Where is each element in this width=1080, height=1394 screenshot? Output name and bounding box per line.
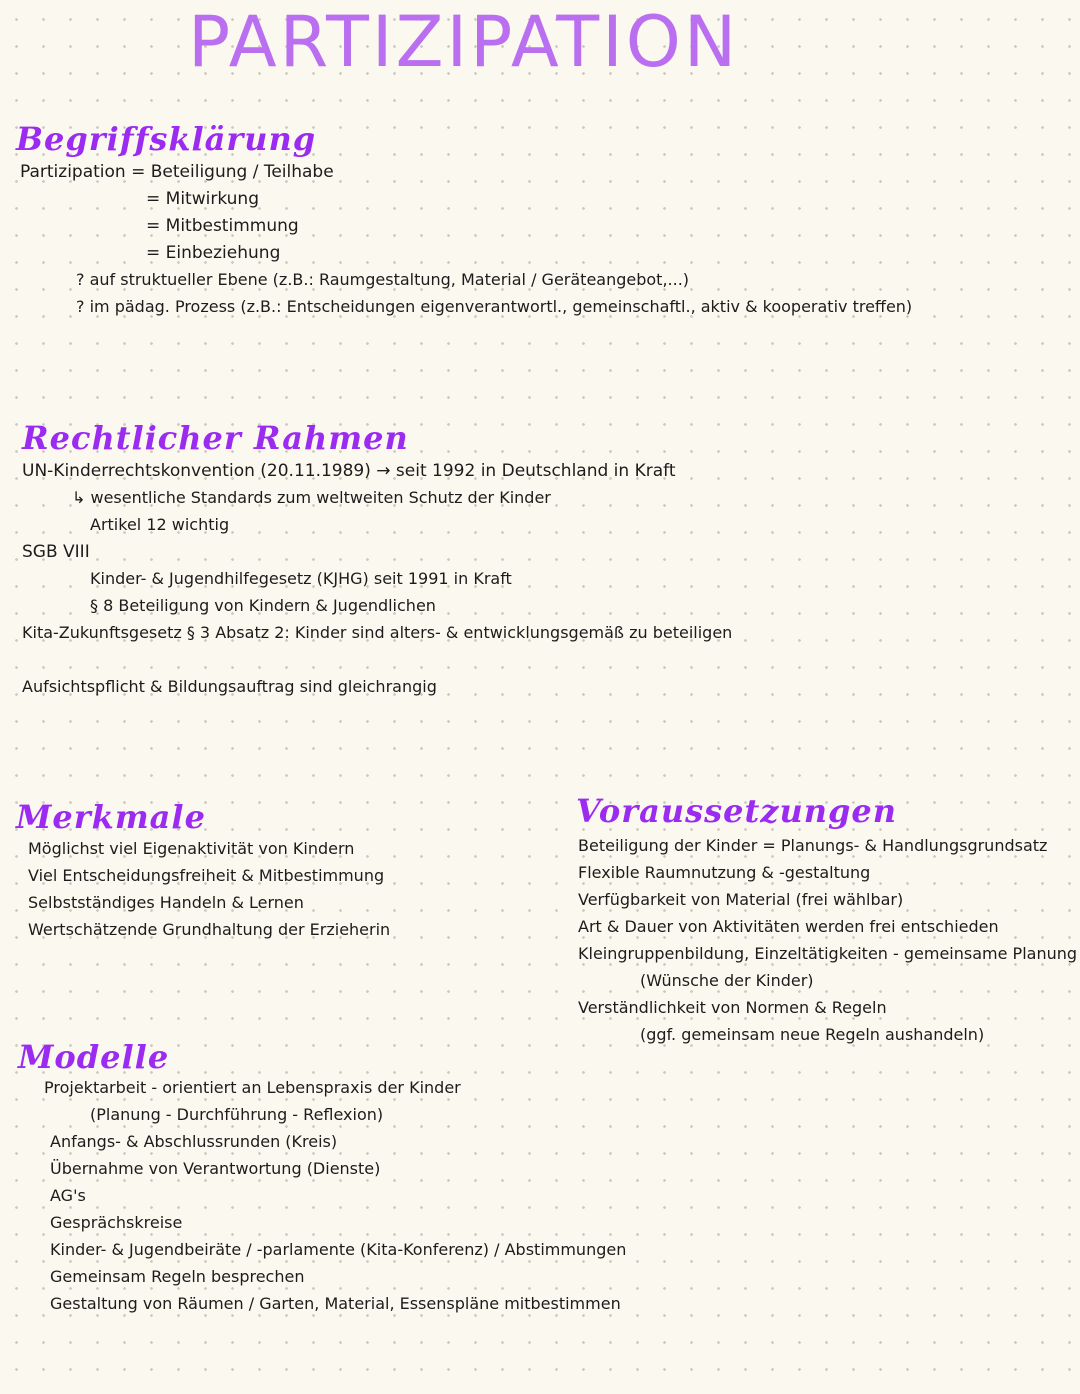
list-item: (ggf. gemeinsam neue Regeln aushandeln) bbox=[640, 1025, 985, 1044]
page-title: PARTIZIPATION bbox=[188, 1, 740, 83]
list-item: Übernahme von Verantwortung (Dienste) bbox=[50, 1159, 381, 1178]
list-item: (Wünsche der Kinder) bbox=[640, 971, 814, 990]
list-item: Gesprächskreise bbox=[50, 1213, 183, 1232]
list-item: Kinder- & Jugendbeiräte / -parlamente (Kita-Konferenz) / Abstimmungen bbox=[50, 1240, 627, 1259]
list-item: Projektarbeit - orientiert an Lebenspraxis der Kinder bbox=[44, 1078, 461, 1097]
section-heading-begriffsklaerung: Begriffsklärung bbox=[16, 120, 317, 158]
list-item: Beteiligung der Kinder = Planungs- & Handlungsgrundsatz bbox=[578, 836, 1048, 855]
list-item: Viel Entscheidungsfreiheit & Mitbestimmung bbox=[28, 866, 385, 885]
list-item: Wertschätzende Grundhaltung der Erzieherin bbox=[28, 920, 391, 939]
section-heading-voraussetzungen: Voraussetzungen bbox=[576, 792, 897, 830]
section-heading-rechtlicher-rahmen: Rechtlicher Rahmen bbox=[22, 419, 409, 457]
section-heading-merkmale: Merkmale bbox=[16, 798, 206, 836]
list-item: Gemeinsam Regeln besprechen bbox=[50, 1267, 305, 1286]
note-line: = Mitbestimmung bbox=[146, 216, 299, 236]
list-item: AG's bbox=[50, 1186, 86, 1205]
note-line: Artikel 12 wichtig bbox=[90, 515, 230, 534]
note-line: = Mitwirkung bbox=[146, 189, 259, 209]
note-line: Partizipation = Beteiligung / Teilhabe bbox=[20, 162, 334, 182]
list-item: Selbstständiges Handeln & Lernen bbox=[28, 893, 304, 912]
note-line: ↳ wesentliche Standards zum weltweiten Schutz der Kinder bbox=[72, 488, 551, 507]
list-item: (Planung - Durchführung - Reflexion) bbox=[90, 1105, 384, 1124]
note-line: Aufsichtspflicht & Bildungsauftrag sind gleichrangig bbox=[22, 677, 437, 696]
note-line: ? im pädag. Prozess (z.B.: Entscheidungen eigenverantwortl., gemeinschaftl., aktiv & kooperativ treffen) bbox=[76, 297, 913, 316]
list-item: Gestaltung von Räumen / Garten, Material, Essenspläne mitbestimmen bbox=[50, 1294, 621, 1313]
note-line: ? auf struktueller Ebene (z.B.: Raumgestaltung, Material / Geräteangebot,...) bbox=[76, 270, 690, 289]
section-heading-modelle: Modelle bbox=[18, 1038, 170, 1076]
list-item: Verfügbarkeit von Material (frei wählbar) bbox=[578, 890, 904, 909]
list-item: Art & Dauer von Aktivitäten werden frei entschieden bbox=[578, 917, 999, 936]
note-line: § 8 Beteiligung von Kindern & Jugendlichen bbox=[90, 596, 436, 615]
note-line: Kita-Zukunftsgesetz § 3 Absatz 2: Kinder sind alters- & entwicklungsgemäß zu beteiligen bbox=[22, 623, 733, 642]
note-line: SGB VIII bbox=[22, 542, 90, 562]
note-line: UN-Kinderrechtskonvention (20.11.1989) → seit 1992 in Deutschland in Kraft bbox=[22, 461, 676, 481]
list-item: Anfangs- & Abschlussrunden (Kreis) bbox=[50, 1132, 338, 1151]
note-line: = Einbeziehung bbox=[146, 243, 281, 263]
list-item: Verständlichkeit von Normen & Regeln bbox=[578, 998, 887, 1017]
list-item: Flexible Raumnutzung & -gestaltung bbox=[578, 863, 871, 882]
list-item: Möglichst viel Eigenaktivität von Kindern bbox=[28, 839, 355, 858]
note-line: Kinder- & Jugendhilfegesetz (KJHG) seit 1991 in Kraft bbox=[90, 569, 512, 588]
list-item: Kleingruppenbildung, Einzeltätigkeiten - gemeinsame Planung bbox=[578, 944, 1078, 963]
